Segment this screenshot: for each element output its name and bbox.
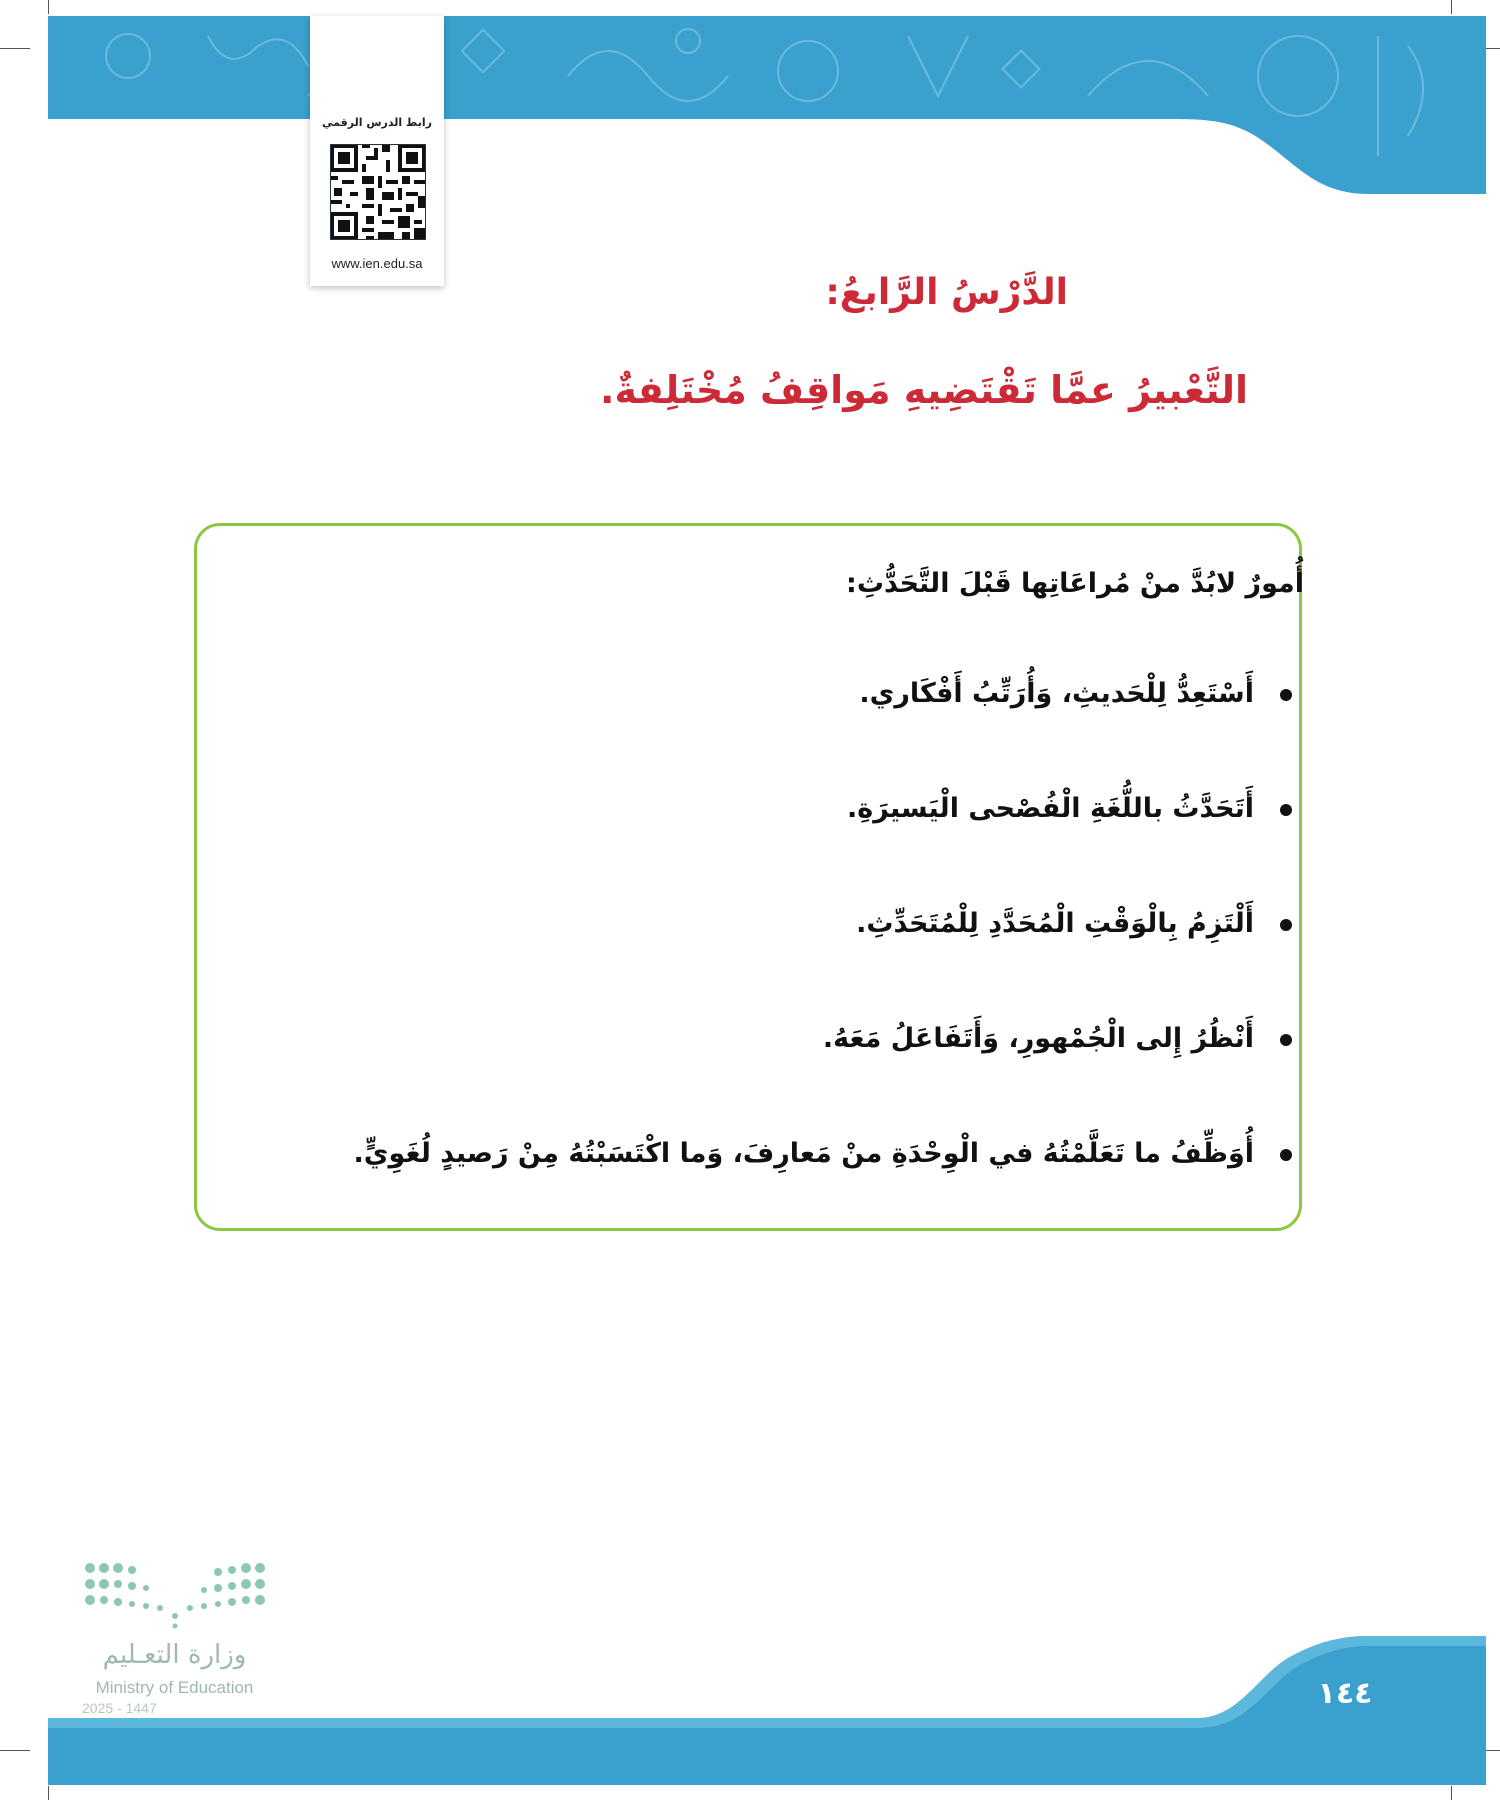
ministry-name-arabic: وزارة التعـليم [102, 1640, 247, 1670]
list-item-text: أُوَظِّفُ ما تَعَلَّمْتُهُ في الْوِحْدَةِ منْ مَعارِفَ، وَما اكْتَسَبْتُهُ مِنْ رَصيدٍ لُغَوِيٍّ. [353, 1138, 1254, 1169]
page-number: ١٤٤ [1317, 1676, 1373, 1711]
list-item-text: أَتَحَدَّثُ باللُّغَةِ الْفُصْحى الْيَسيرَةِ. [847, 793, 1254, 824]
lesson-number: الدَّرْسُ الرَّابعُ: [825, 272, 1068, 313]
tips-heading: أُمورٌ لابُدَّ منْ مُراعَاتِها قَبْلَ التَّحَدُّثِ: [846, 568, 1304, 599]
bullet-icon [1280, 1034, 1292, 1046]
ministry-name-english: Ministry of Education [95, 1678, 254, 1697]
list-item [856, 908, 1292, 939]
list-item [823, 1023, 1292, 1054]
bullet-icon [1280, 919, 1292, 931]
list-item [847, 793, 1292, 824]
crop-mark [1451, 0, 1452, 14]
header-band [48, 16, 1486, 196]
lesson-title: التَّعْبيرُ عمَّا تَقْتَضِيهِ مَواقِفُ مُخْتَلِفةٌ. [600, 368, 1248, 412]
list-item [859, 678, 1292, 709]
crop-mark [1451, 1786, 1452, 1800]
crop-mark [0, 48, 30, 49]
qr-title: رابط الدرس الرقمي [322, 116, 432, 129]
ministry-logo-icon [80, 1560, 270, 1630]
qr-url[interactable]: www.ien.edu.sa [331, 256, 423, 271]
qr-code-icon[interactable] [330, 144, 426, 240]
crop-mark [48, 0, 49, 14]
bullet-icon [1280, 689, 1292, 701]
edition-year: 2025 - 1447 [82, 1700, 157, 1716]
crop-mark [48, 1786, 49, 1800]
list-item-text: أَنْظُرُ إِلى الْجُمْهورِ، وَأَتَفَاعَلُ مَعَهُ. [822, 1023, 1254, 1054]
bullet-icon [1280, 804, 1292, 816]
list-item [354, 1138, 1292, 1169]
qr-card[interactable] [310, 16, 444, 286]
crop-mark [0, 1750, 30, 1751]
bullet-icon [1280, 1149, 1292, 1161]
tips-box [194, 523, 1302, 1231]
list-item-text: أَلْتَزِمُ بِالْوَقْتِ الْمُحَدَّدِ لِلْمُتَحَدِّثِ. [856, 908, 1254, 939]
list-item-text: أَسْتَعِدُّ لِلْحَديثِ، وَأُرَتِّبُ أَفْكَاري. [859, 678, 1254, 709]
